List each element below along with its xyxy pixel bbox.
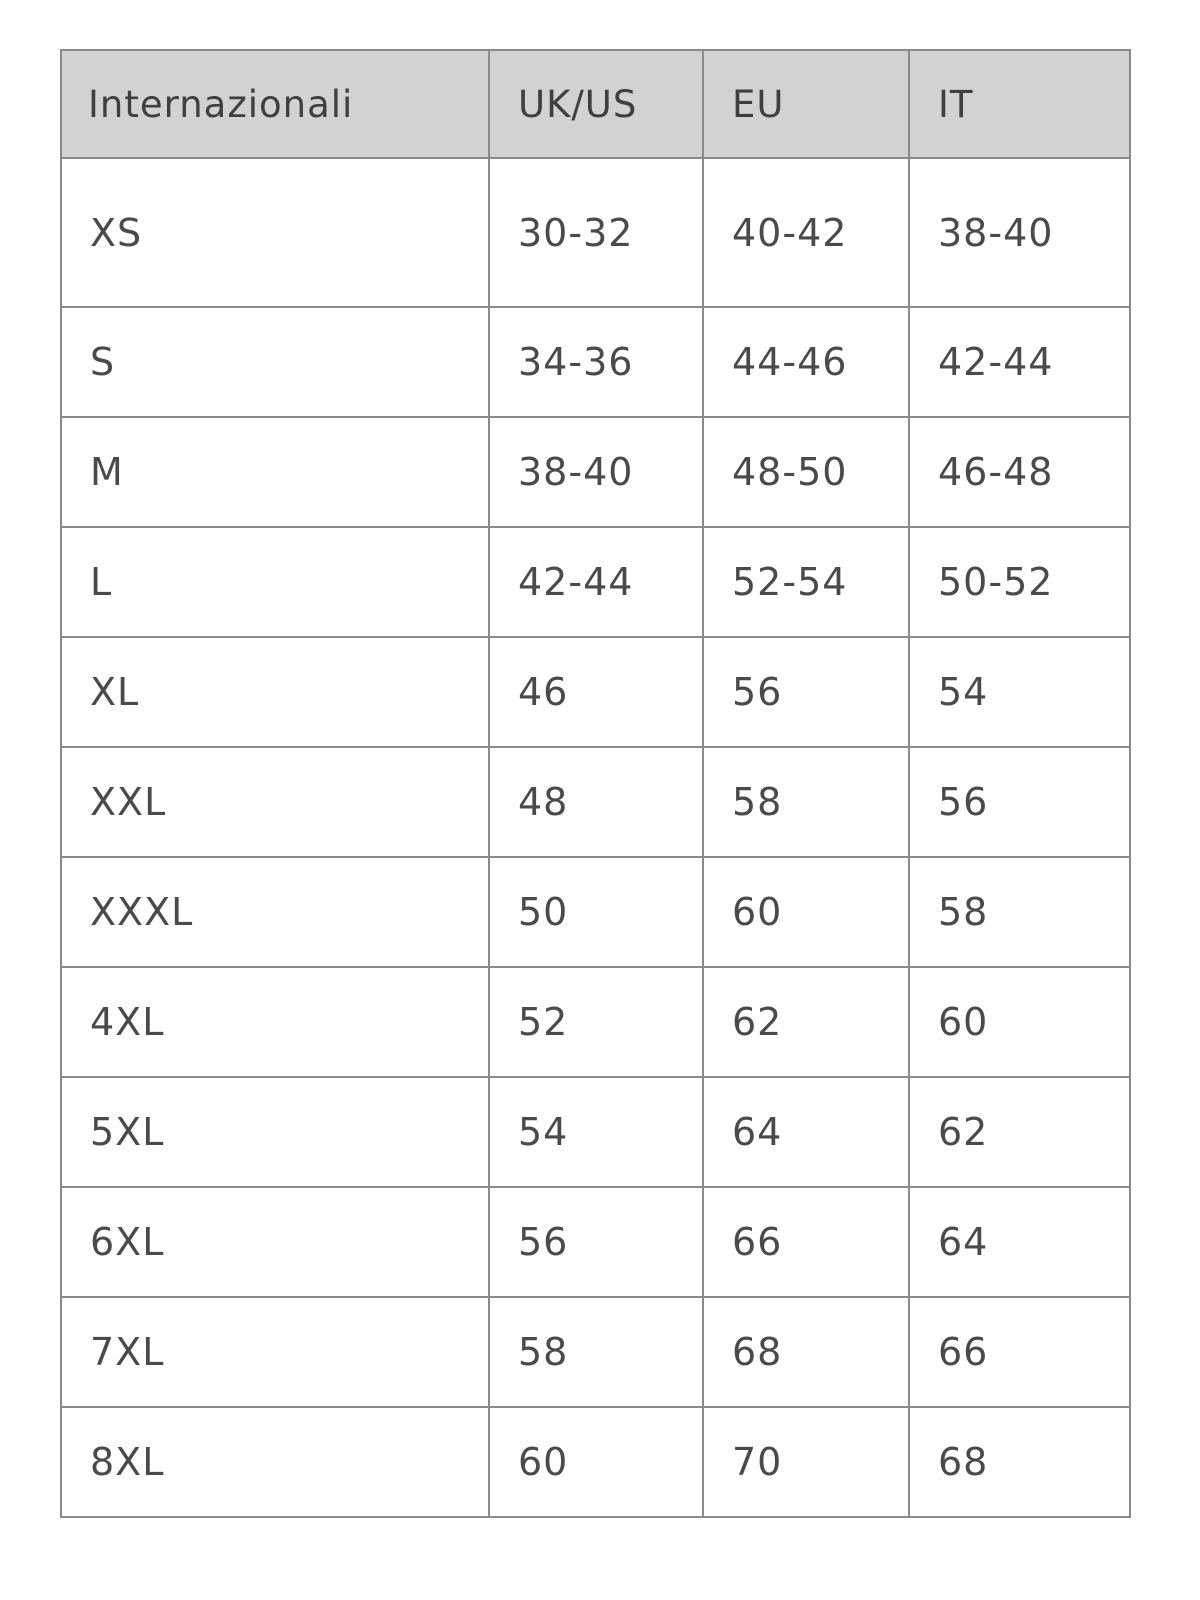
cell-size-eu: 66 xyxy=(703,1187,909,1297)
cell-size-uk-us: 60 xyxy=(489,1407,703,1517)
table-row xyxy=(61,857,1130,967)
cell-size-uk-us: 42-44 xyxy=(489,527,703,637)
cell-size-uk-us: 52 xyxy=(489,967,703,1077)
cell-size-uk-us: 48 xyxy=(489,747,703,857)
table-row xyxy=(61,1077,1130,1187)
header-eu: EU xyxy=(703,50,909,158)
cell-size-international: S xyxy=(61,307,489,417)
cell-size-uk-us: 50 xyxy=(489,857,703,967)
cell-size-it: 46-48 xyxy=(909,417,1130,527)
cell-size-uk-us: 54 xyxy=(489,1077,703,1187)
cell-size-eu: 40-42 xyxy=(703,158,909,307)
cell-size-it: 66 xyxy=(909,1297,1130,1407)
size-conversion-table xyxy=(60,49,1131,1518)
cell-size-it: 38-40 xyxy=(909,158,1130,307)
table-row xyxy=(61,1187,1130,1297)
cell-size-uk-us: 56 xyxy=(489,1187,703,1297)
cell-size-eu: 62 xyxy=(703,967,909,1077)
table-row xyxy=(61,967,1130,1077)
cell-size-eu: 44-46 xyxy=(703,307,909,417)
header-international: Internazionali xyxy=(61,50,489,158)
cell-size-international: 7XL xyxy=(61,1297,489,1407)
cell-size-it: 68 xyxy=(909,1407,1130,1517)
table-body xyxy=(61,158,1130,1517)
header-uk-us: UK/US xyxy=(489,50,703,158)
cell-size-eu: 60 xyxy=(703,857,909,967)
cell-size-it: 54 xyxy=(909,637,1130,747)
table-row xyxy=(61,637,1130,747)
header-row xyxy=(61,50,1130,158)
cell-size-it: 56 xyxy=(909,747,1130,857)
table-row xyxy=(61,417,1130,527)
cell-size-it: 64 xyxy=(909,1187,1130,1297)
cell-size-it: 58 xyxy=(909,857,1130,967)
cell-size-international: 5XL xyxy=(61,1077,489,1187)
cell-size-eu: 70 xyxy=(703,1407,909,1517)
cell-size-eu: 48-50 xyxy=(703,417,909,527)
cell-size-it: 60 xyxy=(909,967,1130,1077)
cell-size-international: L xyxy=(61,527,489,637)
table-row xyxy=(61,1407,1130,1517)
table-header xyxy=(61,50,1130,158)
cell-size-eu: 52-54 xyxy=(703,527,909,637)
cell-size-eu: 64 xyxy=(703,1077,909,1187)
cell-size-it: 42-44 xyxy=(909,307,1130,417)
table-row xyxy=(61,747,1130,857)
cell-size-international: XXL xyxy=(61,747,489,857)
cell-size-international: 4XL xyxy=(61,967,489,1077)
cell-size-eu: 68 xyxy=(703,1297,909,1407)
cell-size-eu: 56 xyxy=(703,637,909,747)
cell-size-uk-us: 38-40 xyxy=(489,417,703,527)
cell-size-uk-us: 46 xyxy=(489,637,703,747)
cell-size-international: 6XL xyxy=(61,1187,489,1297)
cell-size-eu: 58 xyxy=(703,747,909,857)
cell-size-it: 62 xyxy=(909,1077,1130,1187)
table-row xyxy=(61,307,1130,417)
table-row xyxy=(61,527,1130,637)
cell-size-uk-us: 58 xyxy=(489,1297,703,1407)
cell-size-uk-us: 30-32 xyxy=(489,158,703,307)
table-row xyxy=(61,158,1130,307)
cell-size-it: 50-52 xyxy=(909,527,1130,637)
cell-size-international: 8XL xyxy=(61,1407,489,1517)
header-it: IT xyxy=(909,50,1130,158)
cell-size-uk-us: 34-36 xyxy=(489,307,703,417)
cell-size-international: XS xyxy=(61,158,489,307)
cell-size-international: M xyxy=(61,417,489,527)
cell-size-international: XL xyxy=(61,637,489,747)
cell-size-international: XXXL xyxy=(61,857,489,967)
table-row xyxy=(61,1297,1130,1407)
